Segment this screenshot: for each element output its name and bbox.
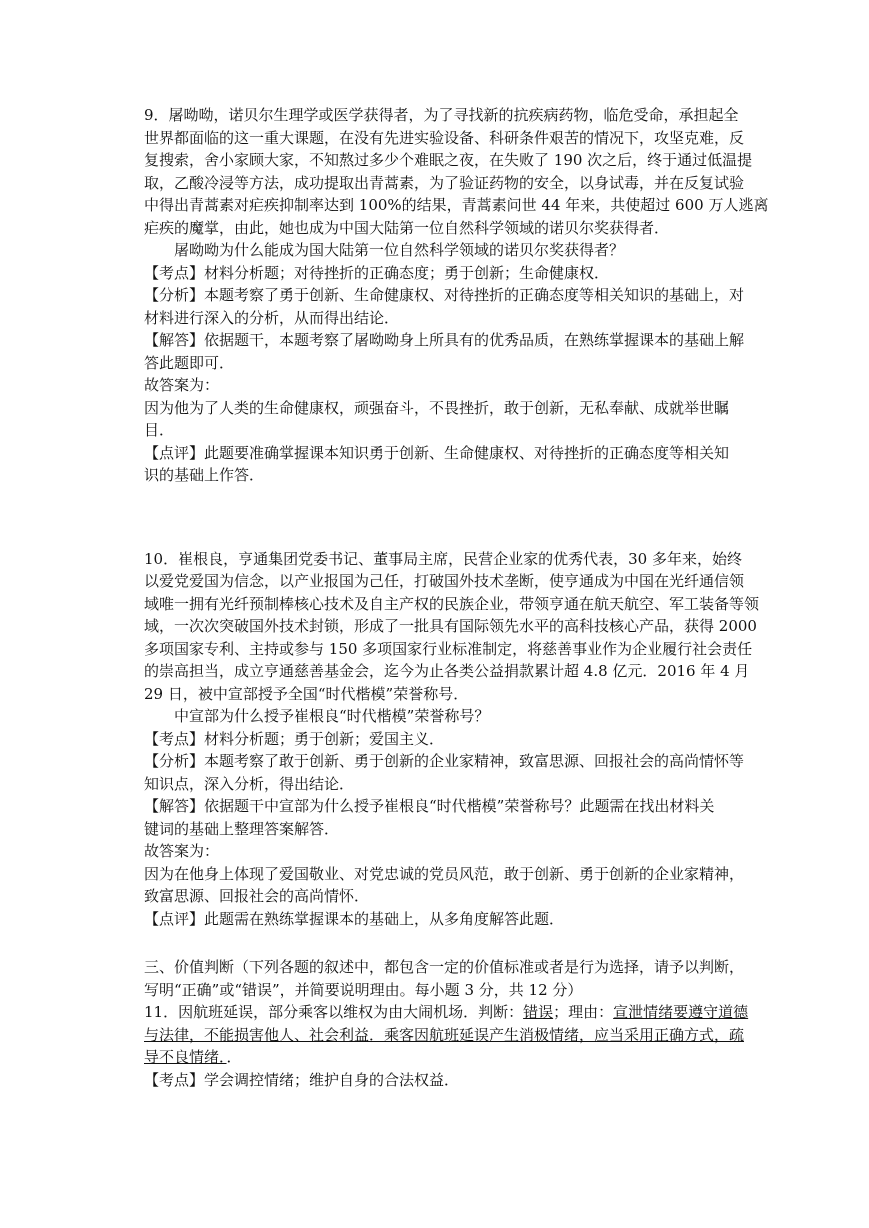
q11-mid: ；理由： (553, 1003, 614, 1021)
q9-body-line: 中得出青蒿素对疟疾抑制率达到 100%的结果，青蒿素问世 44 年来，共使超过 600 万人逃离 (144, 196, 769, 214)
q11-reason-part-2: 与法律，不能损害他人、社会利益．乘客因航班延误产生消极情绪，应当采用正确方式，疏 (144, 1025, 745, 1044)
q10-body-line: 域唯一拥有光纤预制棒核心技术及自主产权的民族企业，带领亨通在航天航空、军工装备等领 (144, 594, 760, 613)
q9-answer-line: 因为他为了人类的生命健康权，顽强奋斗，不畏挫折，敢于创新，无私奉献、成就举世瞩 (144, 398, 730, 417)
q9-body-line: 取，乙酸冷浸等方法，成功提取出青蒿素，为了验证药物的安全，以身试毒，并在反复试验 (144, 173, 745, 192)
q10-dianping: 【点评】此题需在熟练掌握课本的基础上，从多角度解答此题． (144, 909, 565, 928)
q9-jieda-line: 答此题即可． (144, 353, 235, 372)
q10-body-line: 10．崔根良，亨通集团党委书记、董事局主席，民营企业家的优秀代表，30 多年来，始终 (144, 549, 742, 568)
q10-jieda-line: 键词的基础上整理答案解答． (144, 819, 340, 838)
spacer (144, 930, 742, 956)
q11-verdict: 错误 (523, 1003, 554, 1021)
q9-body-line: 疟疾的魔掌，由此，她也成为中国大陆第一位自然科学领域的诺贝尔奖获得者． (144, 218, 670, 237)
q11-reason-part-1: 宣泄情绪要遵守道德 (613, 1003, 749, 1021)
q9-answer-line: 目． (144, 421, 175, 439)
q9-jieda-line: 【解答】依据题干，本题考察了屠呦呦身上所具有的优秀品质，在熟练掌握课本的基础上解 (144, 331, 745, 349)
q10-jieda-line: 【解答】依据题干中宣部为什么授予崔根良“时代楷模”荣誉称号？此题需在找出材料关 (144, 797, 715, 815)
q10-answer-line: 因为在他身上体现了爱国敬业、对党忠诚的党员风范，敢于创新、勇于创新的企业家精神， (144, 864, 745, 883)
q11-line-1 (144, 1001, 749, 1024)
q9-body-line: 9．屠呦呦，诺贝尔生理学或医学获得者，为了寻找新的抗疾病药物，临危受命，承担起全 (144, 106, 739, 124)
q10-fenxi-line: 【分析】本题考察了敢于创新、勇于创新的企业家精神，致富思源、回报社会的高尚情怀等 (144, 752, 745, 770)
q10-body-line: 的崇高担当，成立亨通慈善基金会，迄今为止各类公益捐款累计超 4.8 亿元．2016 年 4 月 (144, 662, 750, 680)
spacer (144, 487, 742, 548)
q10-fenxi-line: 知识点，深入分析，得出结论． (144, 774, 355, 793)
q10-body-line: 多项国家专利、主持或参与 150 多项国家行业标准制定，将慈善事业作为企业履行社会责任 (144, 639, 753, 658)
q11-reason-part-3: 导不良情绪． (144, 1048, 227, 1066)
q11-kaodian: 【考点】学会调控情绪；维护自身的合法权益． (144, 1070, 460, 1089)
q10-body-line: 以爱党爱国为信念，以产业报国为己任，打破国外技术垄断，使亨通成为中国在光纤通信领 (144, 572, 745, 590)
q9-kaodian: 【考点】材料分析题；对待挫折的正确态度；勇于创新；生命健康权． (144, 263, 610, 282)
document-page (144, 104, 769, 1091)
q11-line-3 (144, 1046, 742, 1069)
q9-fenxi-line: 【分析】本题考察了勇于创新、生命健康权、对待挫折的正确态度等相关知识的基础上，对 (144, 286, 745, 304)
q10-kaodian: 【考点】材料分析题；勇于创新；爱国主义． (144, 729, 445, 748)
section-heading-line: 三、价值判断（下列各题的叙述中，都包含一定的价值标准或者是行为选择，请予以判断， (144, 958, 745, 976)
q10-body-line: 域，一次次突破国外技术封锁，形成了一批具有国际领先水平的高科技核心产品，获得 2000 (144, 617, 757, 635)
section-3-heading (144, 956, 745, 1001)
question-9 (144, 104, 769, 487)
q10-answer-label: 故答案为： (144, 842, 220, 860)
question-10 (144, 548, 760, 931)
q10-body-line: 29 日，被中宣部授予全国“时代楷模”荣誉称号． (144, 684, 469, 703)
q11-line-2 (144, 1024, 745, 1047)
q9-dianping-line: 【点评】此题要准确掌握课本知识勇于创新、生命健康权、对待挫折的正确态度等相关知 (144, 443, 730, 462)
question-11 (144, 1001, 749, 1091)
q9-body-line: 世界都面临的这一重大课题，在没有先进实验设备、科研条件艰苦的情况下，攻坚克难，反 (144, 128, 745, 147)
q9-question: 屠呦呦为什么能成为国大陆第一位自然科学领域的诺贝尔奖获得者？ (174, 241, 625, 259)
q9-body-line: 复搜索，舍小家顾大家，不知熬过多少个难眠之夜，在失败了 190 次之后，终于通过低温提 (144, 151, 753, 169)
q10-answer-line: 致富思源、回报社会的高尚情怀． (144, 887, 370, 905)
q11-tail: ． (226, 1048, 242, 1066)
q9-fenxi-line: 材料进行深入的分析，从而得出结论． (144, 308, 400, 327)
q9-dianping-line: 识的基础上作答． (144, 466, 265, 484)
q11-prefix: 11．因航班延误，部分乘客以维权为由大闹机场．判断： (144, 1003, 524, 1021)
q9-answer-label: 故答案为： (144, 376, 220, 394)
section-heading-line: 写明“正确”或“错误”，并简要说明理由。每小题 3 分，共 12 分） (144, 980, 583, 999)
q10-question: 中宣部为什么授予崔根良“时代楷模”荣誉称号？ (174, 707, 490, 725)
